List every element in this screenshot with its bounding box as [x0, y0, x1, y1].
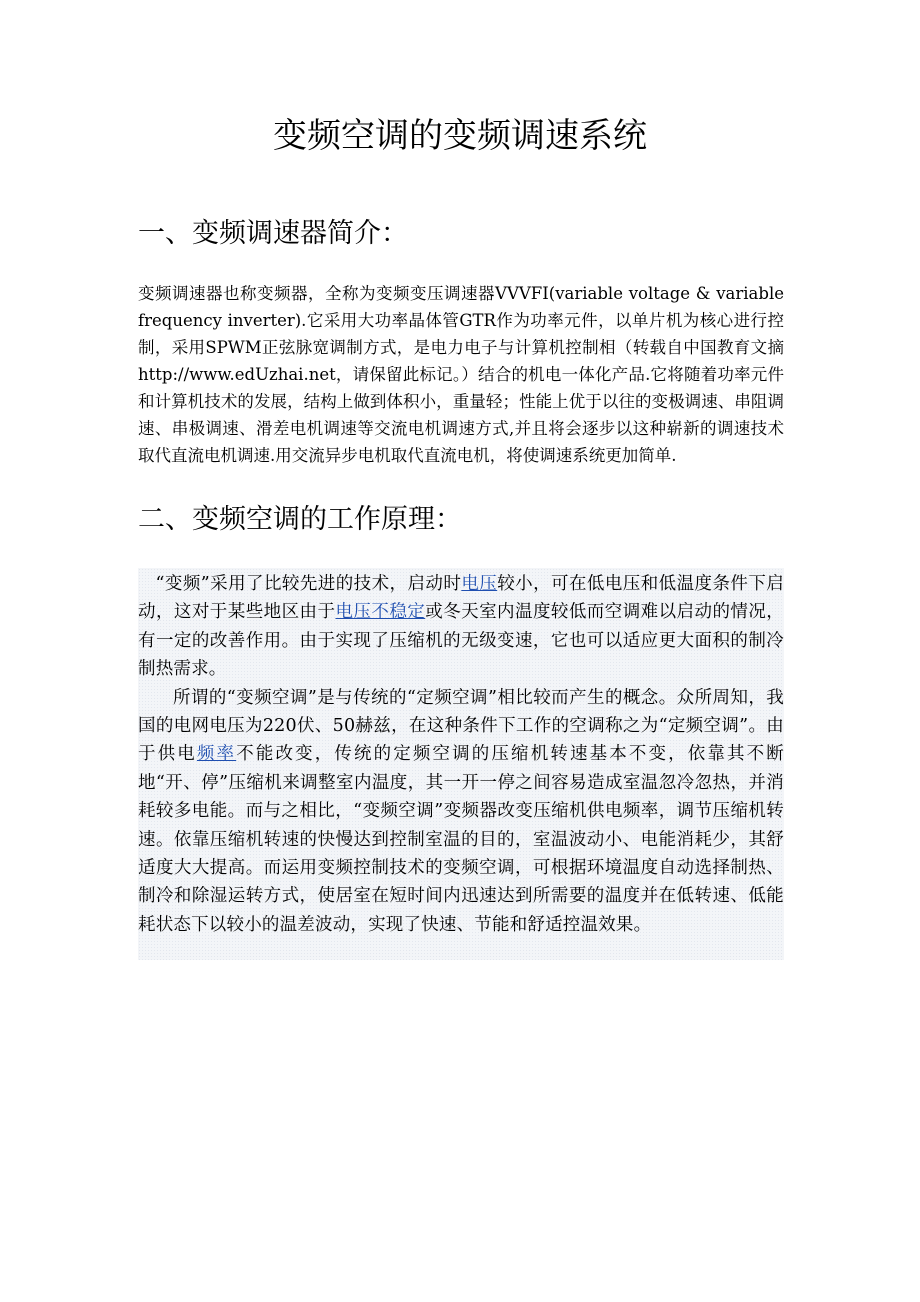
link-frequency[interactable]: 频率: [196, 744, 237, 765]
document-title: 变频空调的变频调速系统: [273, 116, 647, 156]
paragraph-text: “变频”采用了比较先进的技术，启动时: [155, 574, 462, 594]
paragraph-text: 较小，可在低电压和低温度条件下启动，这对于某些地区由于: [138, 574, 784, 623]
intro-paragraph: 变频调速器也称变频器，全称为变频变压调速器VVVFI(variable voltage & variable frequency inverter).它采用大功率晶体管GTR作为功率元件，以单片机为核心进行控制，采用SPWM正弦脉宽调制方式，是电力电子与计算机控制相（转载自中国教育文摘http://www.edUzhai.net，请保留此标记。）结合的机电一体化产品.它将随着功率元件和计算机技术的发展，结构上做到体积小，重量轻；性能上优于以往的变极调速、串阻调速、串极调速、滑差电机调速等交流电机调速方式,并且将会逐步以这种崭新的调速技术取代直流电机调速.用交流异步电机取代直流电机，将使调速系统更加简单.: [138, 284, 784, 465]
principle-paragraph-2: [138, 684, 784, 940]
paragraph-text: 不能改变，传统的定频空调的压缩机转速基本不变，依靠其不断地“开、停”压缩机来调整室内温度，其一开一停之间容易造成室温忽冷忽热，并消耗较多电能。而与之相比，“变频空调”变频器改变压缩机供电频率，调节压缩机转速。依靠压缩机转速的快慢达到控制室温的目的，室温波动小、电能消耗少，其舒适度大大提高。而运用变频控制技术的变频空调，可根据环境温度自动选择制热、制冷和除湿运转方式，使居室在短时间内迅速达到所需要的温度并在低转速、低能耗状态下以较小的温差波动，实现了快速、节能和舒适控温效果。: [138, 744, 784, 935]
section-heading-intro: 一、变频调速器简介：: [138, 218, 408, 249]
paragraph-text: 或冬天室内温度较低而空调难以启动的情况，有一定的改善作用。由于实现了压缩机的无级变速，它也可以适应更大面积的制冷制热需求。: [138, 602, 785, 680]
principle-shaded-block: [138, 568, 784, 960]
section-heading-principle: 二、变频空调的工作原理：: [138, 504, 462, 535]
link-voltage[interactable]: 电压: [461, 574, 498, 594]
link-voltage-unstable[interactable]: 电压不稳定: [335, 602, 426, 623]
principle-paragraph-1: [138, 568, 784, 684]
paragraph-text: 所谓的“变频空调”是与传统的“定频空调”相比较而产生的概念。众所周知，我国的电网电压为220伏、50赫兹，在这种条件下工作的空调称之为“定频空调”。由于供电: [138, 687, 784, 765]
